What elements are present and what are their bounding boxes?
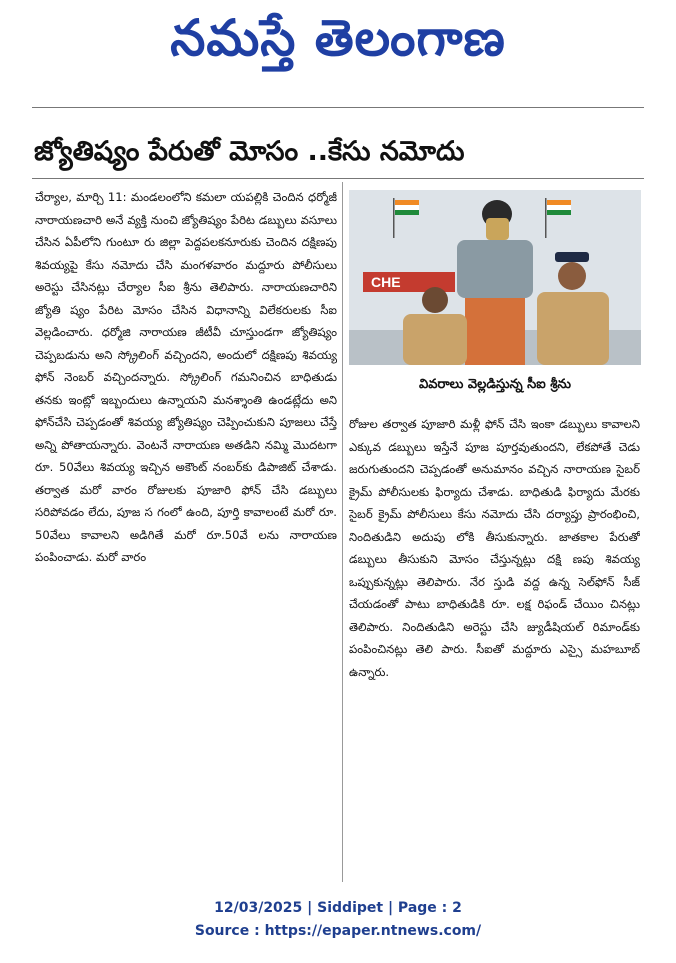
- footer-source: Source : https://epaper.ntnews.com/: [194, 923, 482, 939]
- news-photo: [349, 190, 641, 365]
- article-paragraph: చేర్యాల, మార్చి 11: మండలంలోని కమలా యపల్లికి చెందిన ధర్మోజీ నారాయణచారి అనే వ్యక్తి నుంచి జ్యోతిష్యం పేరిట డబ్బులు వసూలు చేసిన ఏపీలోని గుంటూ రు జిల్లా పెద్దపలకనూరుకు చెందిన దక్షిణపు శివయ్యపై కేసు నమోదు చేసి మంగళవారం మద్దూరు పోలీసులు అరెస్టు చేసినట్లు చేర్యాల సీఐ శ్రీను తెలిపారు. నారాయణచారిని జ్యోతి ష్యం పేరిట మోసం చేసిన విధానాన్ని విలేకరులకు సీఐ వెల్లడించారు. ధర్మోజి నారాయణ జీటీవీ చూస్తుండగా జ్యోతిష్యం చెప్పబడును అని స్క్రోలింగ్ వచ్చిందని, అందులో దక్షిణపు శివయ్య ఫోన్ నెంబర్ వచ్చిందన్నారు. స్క్రోలింగ్ గమనించిన బాధితుడు తనకు ఇంట్లో ఇబ్బందులు ఉన్నాయని మనశ్శాంతి ఉండట్లేదు అని ఫోన్‌చేసి చెప్పడంతో శివయ్య జ్యోతిష్యం చెప్పించుకుని పూజలు చేస్తే అన్ని పోతాయన్నారు. వెంటనే నారాయణ అతడిని నమ్మి మొదటగా రూ. 50వేలు శివయ్య ఇచ్చిన అకౌంట్ నంబర్‌కు డిపాజిట్ చేశాడు. తర్వాత మరో వారం రోజులకు పూజారి ఫోన్ చేసి డబ్బులు సరిపోవడం లేదు, పూజ స గంలో ఉంది, పూర్తి కావాలంటే మరో రూ. 50వేలు కావాలని అడిగితే మరో రూ.50వే లను నారాయణ పంపించాడు. మరో వారం: [35, 190, 337, 564]
- article-paragraph: రోజుల తర్వాత పూజారి మళ్లీ ఫోన్ చేసి ఇంకా డబ్బులు కావాలని ఎక్కువ డబ్బులు ఇస్తేనే పూజ పూర్తవుతుందని, లేకపోతే చెడు జరుగుతుందని చెప్పడంతో అనుమానం వచ్చిన నారాయణ సైబర్ క్రైమ్ పోలీసులకు ఫిర్యాదు చేశాడు. బాధితుడి ఫిర్యాదు మేరకు సైబర్ క్రైమ్ పోలీసులు కేసు నమోదు చేసి దర్యాప్తు ప్రారంభించి, నిందితుడిని అదుపు లోకి తీసుకున్నారు. జాతకాల పేరుతో డబ్బులు తీసుకుని మోసం చేస్తున్నట్లు దక్షి ణపు శివయ్య ఒప్పుకున్నట్లు తెలిపారు. నేర స్తుడి వద్ద ఉన్న సెల్‌ఫోన్ సీజ్ చేయడంతో పాటు బాధితుడికి రూ. లక్ష రిఫండ్ చేయిం చినట్లు తెలిపారు. నిందితుడిని అరెస్టు చేసి జ్యుడీషియల్ రిమాండ్‌కు పంపించినట్లు తెలి పారు. సీఐతో మద్దూరు ఎస్సై మహబూబ్ ఉన్నారు.: [349, 417, 640, 679]
- rule-headline: [32, 178, 644, 179]
- banner-text: CHE: [371, 274, 401, 290]
- masthead-title: నమస్తే తెలంగాణ: [170, 8, 506, 67]
- column-divider: [342, 182, 343, 882]
- article-right-column: [349, 413, 640, 885]
- rule-top: [32, 107, 644, 108]
- headline: జ్యోతిష్యం పేరుతో మోసం ..కేసు నమోదు: [34, 136, 465, 167]
- footer-date-page: 12/03/2025 | Siddipet | Page : 2: [214, 900, 462, 916]
- article-left-column: [35, 186, 337, 886]
- photo-scene: [349, 190, 641, 365]
- photo-caption: వివరాలు వెల్లడిస్తున్న సీఐ శ్రీను: [418, 377, 571, 392]
